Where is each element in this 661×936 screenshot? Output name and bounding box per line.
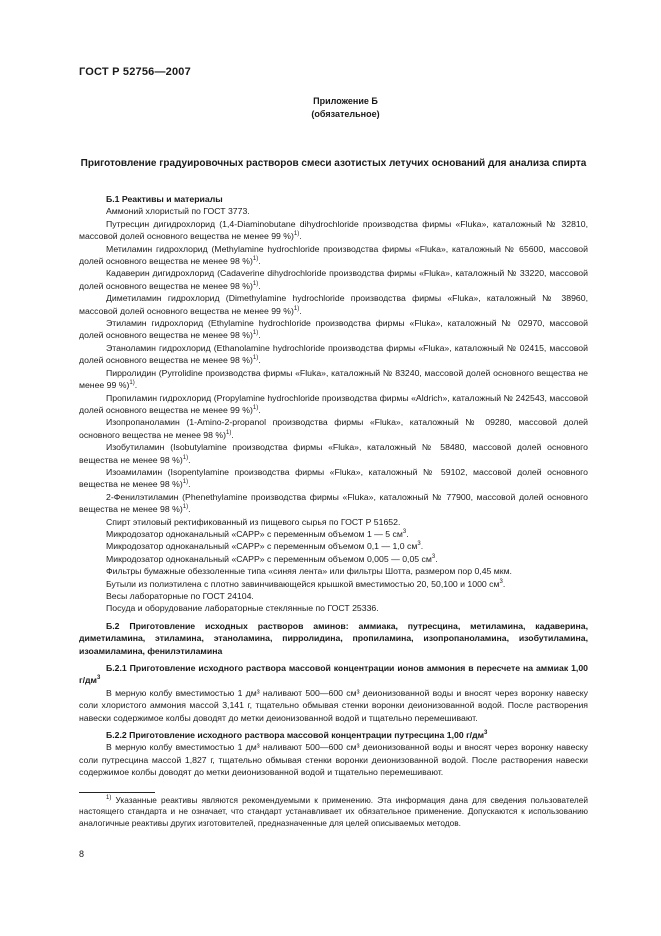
paragraph-text: Пирролидин (Pyrrolidine производства фирмы «Fluka», каталожный № 83240, массовой долей основного вещества не менее 99 %): [79, 367, 588, 391]
body-paragraph: [79, 441, 588, 466]
paragraph-text: Аммоний хлористый по ГОСТ 3773.: [106, 206, 250, 217]
section-heading: [79, 662, 588, 687]
paragraph-tail: .: [258, 256, 261, 267]
paragraph-text: Этиламин гидрохлорид (Ethylamine hydrochloride производства фирмы «Fluka», каталожный № 02970, массовой долей основного вещества не менее 98 %): [79, 318, 588, 341]
superscript: 1): [129, 380, 135, 387]
body-paragraph: [79, 243, 588, 268]
paragraph-text: Путресцин дигидрохлорид (1,4-Diaminobutane dihydrochloride производства фирмы «Fluka», каталожный № 32810, массовой долей основного вещества не менее 99 %): [79, 218, 588, 242]
paragraph-text: Микродозатор одноканальный «САPP» с переменным объемом 1 — 5 см: [106, 528, 403, 539]
page-number: 8: [79, 849, 85, 859]
paragraph-tail: .: [188, 454, 191, 465]
paragraph-text: Бутыли из полиэтилена с плотно завинчивающейся крышкой вместимостью 20, 50,100 и 1000 см: [106, 578, 500, 589]
footnote-divider: [79, 792, 155, 793]
superscript: 3: [417, 541, 421, 548]
paragraph-text: Б.2 Приготовление исходных растворов аминов: аммиака, путресцина, метиламина, кадаверина, диметиламина, этиламина, этаноламина, пирролидина, пропиламина, изопропаноламина, изобутиламина, изоамиламина, фенилэтиламина: [79, 620, 588, 656]
paragraph-tail: .: [299, 231, 302, 242]
paragraph-text: Пропиламин гидрохлорид (Propylamine hydrochloride производства фирмы «Aldrich», каталожный № 242543, массовой долей основного вещества не менее 99 %): [79, 392, 588, 415]
body-paragraph: [79, 553, 588, 565]
body-paragraph: [79, 528, 588, 540]
body-paragraph: [79, 267, 588, 292]
paragraph-tail: .: [406, 528, 409, 539]
superscript: 1): [252, 330, 259, 337]
superscript: 1): [226, 429, 232, 436]
body-paragraph: [79, 416, 588, 441]
superscript: 1): [252, 404, 259, 411]
paragraph-text: Б.2.2 Приготовление исходного раствора массовой концентрации путресцина 1,00 г/дм: [106, 730, 485, 741]
paragraph-tail: .: [188, 504, 191, 515]
section-heading: [79, 729, 588, 741]
document-title: Приготовление градуировочных растворов смеси азотистых летучих оснований для анализа спирта: [80, 158, 587, 169]
appendix-header: [0, 95, 661, 121]
superscript: 3: [484, 730, 488, 737]
paragraph-text: Посуда и оборудование лабораторные стеклянные по ГОСТ 25336.: [106, 603, 379, 614]
body-paragraph: [79, 602, 588, 614]
paragraph-text: Фильтры бумажные обеззоленные типа «синяя лента» или фильтры Шотта, размером пор 0,45 мкм.: [106, 566, 512, 577]
body-paragraph: [79, 205, 588, 217]
paragraph-tail: .: [258, 330, 261, 341]
footnote-text: Указанные реактивы являются рекомендуемыми к применению. Эта информация дана для сведения пользователей настоящего стандарта и не означает, что стандарт устанавливает их обязательное применение. Допускаются к использованию аналогичные реактивы других изготовителей, предназначенные для целей описываемых методов.: [79, 795, 588, 828]
paragraph-tail: .: [188, 479, 191, 490]
paragraph-text: Спирт этиловый ректификованный из пищевого сырья по ГОСТ Р 51652.: [106, 516, 401, 527]
paragraph-text: 2-Фенилэтиламин (Phenethylamine производства фирмы «Fluka», каталожный № 77900, массовой долей основного вещества не менее 98 %): [79, 491, 588, 515]
superscript: 1): [252, 280, 259, 287]
body-paragraph: [79, 687, 588, 724]
paragraph-text: Весы лабораторные по ГОСТ 24104.: [106, 591, 254, 601]
paragraph-tail: .: [502, 578, 506, 589]
paragraph-text: Микродозатор одноканальный «САPP» с переменным объемом 0,1 — 1,0 см: [106, 541, 418, 552]
body-paragraph: [79, 565, 588, 577]
body-paragraph: [79, 342, 588, 367]
paragraph-tail: .: [258, 355, 261, 366]
paragraph-text: Микродозатор одноканальный «САPP» с переменным объемом 0,005 — 0,05 см: [106, 553, 432, 564]
footnote: [79, 795, 588, 829]
paragraph-tail: .: [258, 280, 261, 291]
body-paragraph: [79, 741, 588, 778]
superscript: 1): [252, 355, 259, 362]
body-paragraph: [79, 540, 588, 552]
footnote-marker: 1): [106, 795, 112, 801]
section-heading: [79, 620, 588, 657]
paragraph-tail: .: [258, 404, 261, 415]
superscript: 1): [293, 305, 300, 312]
body-paragraph: [79, 367, 588, 392]
superscript: 1): [182, 479, 189, 486]
body-paragraph: [79, 218, 588, 243]
section-heading: [79, 193, 588, 205]
paragraph-text: В мерную колбу вместимостью 1 дм³ наливают 500—600 см³ деионизованной воды и вносят через воронку навеску соли путресцина массой 1,827 г, тщательно обмывая стенки воронки деионизованной водой. После растворения навески содержимое колбы доводят до метки деионизованной водой и тщательно перемешивают.: [79, 742, 588, 778]
body-paragraph: [79, 491, 588, 516]
body-paragraph: [79, 292, 588, 317]
body-paragraph: [79, 578, 588, 590]
superscript: 1): [252, 256, 259, 263]
superscript: 1): [182, 454, 189, 461]
appendix-title: Приложение Б: [313, 96, 378, 106]
paragraph-text: Метиламин гидрохлорид (Methylamine hydrochloride производства фирмы «Fluka», каталожный № 65600, массовой долей основного вещества не менее 98 %): [79, 243, 588, 267]
superscript: 3: [499, 578, 503, 585]
paragraph-text: Изобутиламин (Isobutylamine производства фирмы «Fluka», каталожный № 58480, массовой долей основного вещества не менее 98 %): [79, 442, 588, 465]
paragraph-tail: .: [231, 429, 234, 440]
paragraph-text: Кадаверин дигидрохлорид (Cadaverine dihydrochloride производства фирмы «Fluka», каталожный № 33220, массовой долей основного вещества не менее 98 %): [79, 268, 588, 291]
paragraph-text: Б.2.1 Приготовление исходного раствора массовой концентрации ионов аммония в пересчете на аммиак 1,00 г/дм: [79, 663, 588, 686]
paragraph-text: Этаноламин гидрохлорид (Ethanolamine hydrochloride производства фирмы «Fluka», каталожный № 02415, массовой долей основного вещества не менее 98 %): [79, 342, 588, 366]
paragraph-tail: .: [134, 380, 138, 391]
paragraph-text: Б.1 Реактивы и материалы: [106, 194, 223, 204]
superscript: 3: [431, 553, 436, 560]
paragraph-text: В мерную колбу вместимостью 1 дм³ наливают 500—600 см³ деионизованной воды и вносят через воронку навеску соли хлористого аммония массой 3,141 г, тщательно обмывая стенки воронки деионизованной водой. После растворения навески содержимое колбы доводят до метки деионизованной водой и тщательно перемешивают.: [79, 687, 588, 723]
paragraph-tail: .: [435, 553, 438, 564]
body-paragraph: [79, 317, 588, 342]
body-paragraph: [79, 466, 588, 491]
body-paragraph: [79, 392, 588, 417]
paragraph-text: Изопропаноламин (1-Amino-2-propanol производства фирмы «Fluka», каталожный № 09280, массовой долей основного вещества не менее 98 %): [79, 417, 588, 440]
superscript: 1): [182, 504, 189, 511]
superscript: 3: [402, 528, 407, 535]
body-paragraph: [79, 516, 588, 528]
superscript: 3: [96, 675, 101, 682]
paragraph-text: Изоамиламин (Isopentylamine производства фирмы «Fluka», каталожный № 59102, массовой долей основного вещества не менее 98 %): [79, 466, 588, 490]
paragraph-text: Диметиламин гидрохлорид (Dimethylamine hydrochloride производства фирмы «Fluka», каталожный № 38960, массовой долей основного вещества не менее 99 %): [79, 293, 588, 316]
document-body: [79, 193, 588, 779]
paragraph-tail: .: [420, 541, 424, 552]
superscript: 1): [293, 231, 300, 238]
body-paragraph: [79, 590, 588, 602]
standard-number: ГОСТ Р 52756—2007: [79, 66, 191, 78]
footnote-paragraph: [79, 795, 588, 829]
appendix-note: (обязательное): [311, 109, 380, 119]
paragraph-tail: .: [299, 305, 302, 316]
